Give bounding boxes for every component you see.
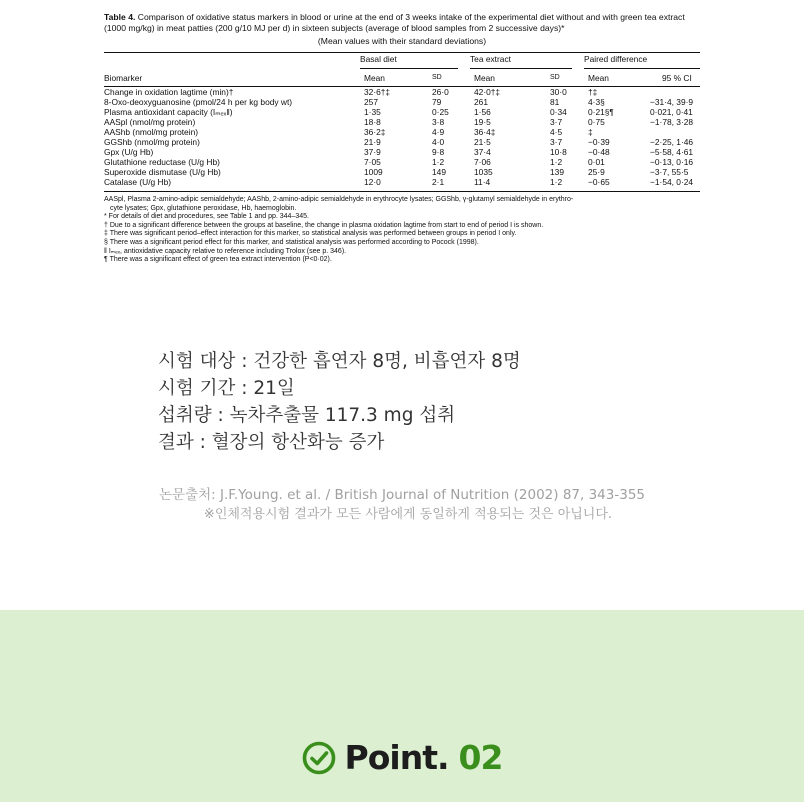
- table-cell-basal-mean: 37·9: [364, 147, 381, 157]
- table-cell-basal-mean: 1·35: [364, 107, 381, 117]
- table-label: Table 4.: [104, 12, 136, 22]
- table-row: [104, 117, 700, 127]
- table-row: [104, 147, 700, 157]
- point-number: 02: [458, 738, 503, 777]
- check-circle-icon: [302, 741, 336, 775]
- table-row: [104, 107, 700, 117]
- table-cell-ci: [634, 87, 700, 97]
- table-cell-tea-mean: 261: [474, 97, 488, 107]
- table-cell-basal-sd: 9·8: [432, 147, 445, 157]
- footnote: ‖ Iₘₑₓ, antioxidative capacity relative to reference including Trolox (see p. 346).: [104, 247, 347, 255]
- table-cell-tea-mean: 1·56: [474, 107, 491, 117]
- table-cell-tea-sd: 3·7: [550, 137, 563, 147]
- table-cell-tea-mean: 21·5: [474, 137, 491, 147]
- group-header-basal: Basal diet: [354, 53, 464, 70]
- footnote: § There was a significant period effect for this marker, and statistical analysis was performed according to Pocock (1998).: [104, 238, 479, 246]
- table-row: [104, 157, 700, 167]
- footnote: † Due to a significant difference between the groups at baseline, the change in plasma oxidation lagtime from start to end of period I is shown.: [104, 221, 544, 229]
- data-table: [104, 53, 700, 187]
- table-cell-tea-sd: 1·2: [550, 177, 563, 187]
- col-header-mean: Mean: [364, 73, 385, 83]
- table-cell-ci: −0·13, 0·16: [650, 157, 694, 167]
- table-cell-diff-mean: 0·01: [588, 157, 605, 167]
- table-row: [104, 97, 700, 107]
- table-cell-tea-sd: 4·5: [550, 127, 563, 137]
- table-cell-biomarker: Glutathione reductase (U/g Hb): [104, 157, 220, 167]
- table-cell-basal-mean: 18·8: [364, 117, 381, 127]
- source-disclaimer: ※인체적용시험 결과가 모든 사람에게 동일하게 적용되는 것은 아닙니다.: [203, 507, 613, 522]
- footnote: * For details of diet and procedures, see Table 1 and pp. 344–345.: [104, 213, 309, 221]
- footnote: ¶ There was a significant effect of green tea extract intervention (P<0·02).: [104, 256, 332, 264]
- table-footnotes: [104, 196, 700, 265]
- table-cell-biomarker: Gpx (U/g Hb): [104, 147, 154, 157]
- table-cell-tea-mean: 36·4‡: [474, 127, 496, 137]
- group-header-tea: Tea extract: [464, 53, 578, 70]
- table-cell-biomarker: AASpl (nmol/mg protein): [104, 117, 196, 127]
- group-header-paired: Paired difference: [578, 53, 700, 70]
- point-label: Point.: [344, 738, 449, 777]
- table-cell-biomarker: 8-Oxo-deoxyguanosine (pmol/24 h per kg body wt): [104, 97, 293, 107]
- table-cell-ci: 0·021, 0·41: [650, 107, 693, 117]
- table-cell-basal-mean: 7·05: [364, 157, 381, 167]
- table-cell-diff-mean: −0·39: [588, 137, 610, 147]
- point-banner: [0, 610, 804, 802]
- table-row: [104, 177, 700, 187]
- table-cell-tea-mean: 42·0†‡: [474, 87, 501, 97]
- table-cell-biomarker: Superoxide dismutase (U/g Hb): [104, 167, 221, 177]
- table-cell-biomarker: Catalase (U/g Hb): [104, 177, 172, 187]
- table-cell-ci: −2·25, 1·46: [650, 137, 694, 147]
- table-cell-diff-mean: 0·75: [588, 117, 605, 127]
- table-cell-tea-sd: 3·7: [550, 117, 563, 127]
- table-cell-tea-mean: 37·4: [474, 147, 491, 157]
- table-cell-basal-sd: 4·9: [432, 127, 445, 137]
- table-subcaption: (Mean values with their standard deviations): [317, 36, 487, 46]
- table-cell-ci: −31·4, 39·9: [650, 97, 694, 107]
- table-cell-diff-mean: 0·21§¶: [588, 107, 614, 117]
- table-cell-basal-sd: 3·8: [432, 117, 445, 127]
- table-cell-tea-sd: 10·8: [550, 147, 567, 157]
- table-cell-tea-mean: 1035: [474, 167, 493, 177]
- table-cell-tea-sd: 30·0: [550, 87, 567, 97]
- study-summary: [158, 348, 521, 456]
- table-cell-ci: −3·7, 55·5: [650, 167, 689, 177]
- table-cell-basal-mean: 36·2‡: [364, 127, 386, 137]
- table-row: [104, 87, 700, 97]
- table-cell-tea-mean: 11·4: [474, 177, 491, 187]
- summary-result: 결과 : 혈장의 항산화능 증가: [158, 432, 385, 453]
- table-cell-tea-sd: 81: [550, 97, 560, 107]
- table-cell-basal-mean: 21·9: [364, 137, 381, 147]
- footnote: ‡ There was significant period–effect interaction for this marker, so statistical analysis was performed between groups in period I only.: [104, 230, 517, 238]
- table-cell-ci: −5·58, 4·61: [650, 147, 694, 157]
- table-caption: [104, 12, 700, 34]
- table-cell-basal-sd: 26·0: [432, 87, 449, 97]
- source-block: [0, 485, 804, 525]
- bottom-rule: [104, 191, 700, 192]
- table-row: [104, 127, 700, 137]
- table-cell-tea-mean: 19·5: [474, 117, 491, 127]
- col-header-ci: 95 % CI: [662, 73, 692, 83]
- summary-intake: 섭취량 : 녹차추출물 117.3 mg 섭취: [158, 405, 456, 426]
- summary-subjects: 시험 대상 : 건강한 흡연자 8명, 비흡연자 8명: [158, 351, 521, 372]
- table-cell-ci: −1·54, 0·24: [650, 177, 694, 187]
- table-row: [104, 167, 700, 177]
- table-cell-tea-sd: 0·34: [550, 107, 567, 117]
- table-cell-basal-sd: 149: [432, 167, 446, 177]
- table-caption-text: Comparison of oxidative status markers in blood or urine at the end of 3 weeks intake of the experimental diet without and with green tea extract (1000 mg/kg) in meat patties (200 g/10 MJ per d) in sixteen subjects (average of blood samples from 2 successive days)*: [104, 12, 685, 33]
- table-cell-diff-mean: ‡: [588, 127, 593, 137]
- table-cell-basal-mean: 32·6†‡: [364, 87, 391, 97]
- footnote: cyte lysates; Gpx, glutathione peroxidase, Hb, haemoglobin.: [110, 204, 297, 212]
- table-cell-basal-mean: 257: [364, 97, 378, 107]
- table-cell-tea-sd: 1·2: [550, 157, 563, 167]
- table-row: [104, 137, 700, 147]
- table-cell-biomarker: Change in oxidation lagtime (min)†: [104, 87, 234, 97]
- table-cell-biomarker: Plasma antioxidant capacity (Iₘₑₓ‖): [104, 107, 233, 117]
- footnote: AASpl, Plasma 2-amino-adipic semialdehyde; AAShb, 2-amino-adipic semialdehyde in erythrocyte lysates; GGShb, γ-glutamyl semialdehyde in erythro-: [104, 196, 574, 203]
- col-header-mean: Mean: [588, 73, 609, 83]
- table-cell-diff-mean: −0·48: [588, 147, 610, 157]
- table-cell-diff-mean: 25·9: [588, 167, 605, 177]
- col-header-mean: Mean: [474, 73, 495, 83]
- table-cell-diff-mean: −0·65: [588, 177, 610, 187]
- col-header-sd: SD: [432, 74, 442, 81]
- source-citation: 논문출처: J.F.Young. et al. / British Journal of Nutrition (2002) 87, 343-355: [159, 487, 645, 503]
- table-cell-biomarker: AAShb (nmol/mg protein): [104, 127, 199, 137]
- table-cell-ci: [634, 127, 700, 137]
- summary-duration: 시험 기간 : 21일: [158, 378, 295, 399]
- table-cell-tea-sd: 139: [550, 167, 564, 177]
- table-cell-basal-sd: 2·1: [432, 177, 445, 187]
- table-cell-tea-mean: 7·06: [474, 157, 491, 167]
- table-cell-basal-sd: 4·0: [432, 137, 445, 147]
- table-cell-diff-mean: 4·3§: [588, 97, 605, 107]
- header-spacer: [104, 53, 354, 70]
- point-heading: [0, 738, 804, 777]
- table-cell-basal-sd: 1·2: [432, 157, 445, 167]
- paper-table-figure: [104, 12, 700, 265]
- table-cell-basal-mean: 1009: [364, 167, 383, 177]
- table-cell-ci: −1·78, 3·28: [650, 117, 694, 127]
- table-cell-basal-sd: 79: [432, 97, 442, 107]
- table-cell-basal-mean: 12·0: [364, 177, 381, 187]
- table-cell-basal-sd: 0·25: [432, 107, 449, 117]
- table-cell-diff-mean: †‡: [588, 87, 598, 97]
- col-header-biomarker: Biomarker: [104, 73, 143, 83]
- table-cell-biomarker: GGShb (nmol/mg protein): [104, 137, 200, 147]
- col-header-sd: SD: [550, 74, 560, 81]
